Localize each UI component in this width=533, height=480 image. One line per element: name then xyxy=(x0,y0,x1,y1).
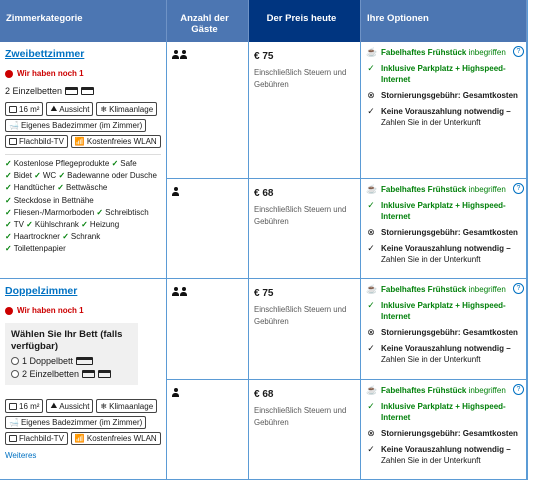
options-cell: ☕ Fabelhaftes Frühstück inbegriffen ✓ Inklusive Parkplatz + Highspeed-Internet ⊗ Stornierungsgebühr: Gesamtkosten ✓ Keine Vorauszahlung notwendig – Zahlen Sie in der Unterkunft ? xyxy=(361,279,527,380)
tax-note: Einschließlich Steuern und Gebühren xyxy=(254,406,347,427)
chip-view: ⛰ Aussicht xyxy=(46,399,93,413)
size-icon xyxy=(9,403,17,410)
cancel-icon: ⊗ xyxy=(367,227,375,237)
options-cell: ☕ Fabelhaftes Frühstück inbegriffen ✓ Inklusive Parkplatz + Highspeed-Internet ⊗ Stornierungsgebühr: Gesamtkosten ✓ Keine Vorauszahlung notwendig – Zahlen Sie in der Unterkunft ? xyxy=(361,179,527,279)
check-icon: ✓ xyxy=(367,444,375,454)
list-item: ✓ Kostenlose Pflegeprodukte ✓ Safe xyxy=(5,159,137,168)
more-link[interactable]: Weiteres xyxy=(5,451,37,460)
availability-badge: Wir haben noch 1 xyxy=(5,69,161,78)
check-icon: ✓ xyxy=(367,401,375,411)
chip-ac: ❄ Klimaanlage xyxy=(96,399,157,413)
check-icon: ✓ xyxy=(367,106,375,116)
alert-dot-icon xyxy=(5,307,13,315)
list-item: ✓ TV ✓ Kühlschrank ✓ Heizung xyxy=(5,220,120,230)
person-icon xyxy=(180,287,187,296)
person-icon xyxy=(172,50,179,59)
chip-wifi: 📶 Kostenfreies WLAN xyxy=(71,432,161,445)
guests-cell xyxy=(167,42,249,179)
chip-ac: ❄ Klimaanlage xyxy=(96,102,157,116)
coffee-icon: ☕ xyxy=(366,184,378,194)
check-icon: ✓ xyxy=(367,300,375,310)
info-icon[interactable]: ? xyxy=(513,384,524,395)
room-cell-twin xyxy=(0,42,167,279)
size-icon xyxy=(9,106,17,113)
snowflake-icon: ❄ xyxy=(100,104,108,114)
mountain-icon: ⛰ xyxy=(50,401,58,410)
chip-size: 16 m² xyxy=(5,399,43,413)
cancel-icon: ⊗ xyxy=(367,327,375,337)
list-item: ✓ Toilettenpapier xyxy=(5,244,66,254)
wifi-icon: 📶 xyxy=(74,137,85,146)
guests-cell xyxy=(167,279,249,380)
list-item: ✓ Fliesen-/Marmorboden ✓ Schreibtisch xyxy=(5,207,149,217)
check-icon: ✓ xyxy=(367,343,375,353)
wifi-icon: 📶 xyxy=(74,434,85,443)
guests-cell xyxy=(167,179,249,279)
person-icon xyxy=(172,287,179,296)
bed-info: 2 Einzelbetten xyxy=(5,86,161,96)
header-options: Ihre Optionen xyxy=(361,0,527,42)
person-icon xyxy=(172,187,179,196)
radio-icon xyxy=(11,370,19,378)
facility-chips xyxy=(5,102,161,148)
radio-twin-beds[interactable]: 2 Einzelbetten xyxy=(11,369,132,379)
options-cell: ☕ Fabelhaftes Frühstück inbegriffen ✓ Inklusive Parkplatz + Highspeed-Internet ⊗ Stornierungsgebühr: Gesamtkosten ✓ Keine Vorauszahlung notwendig – Zahlen Sie in der Unterkunft ? xyxy=(361,380,527,480)
price-cell xyxy=(249,42,361,179)
chip-size: 16 m² xyxy=(5,102,43,116)
guests-cell xyxy=(167,380,249,480)
radio-double-bed[interactable]: 1 Doppelbett xyxy=(11,356,132,366)
person-icon xyxy=(172,388,179,397)
check-icon: ✓ xyxy=(367,63,375,73)
radio-icon xyxy=(11,357,19,365)
bath-icon: 🛁 xyxy=(9,121,19,130)
coffee-icon: ☕ xyxy=(366,385,378,395)
bed-icon xyxy=(65,87,78,95)
chip-tv: Flachbild-TV xyxy=(5,135,68,148)
check-icon: ✓ xyxy=(367,243,375,253)
bed-choice-box xyxy=(5,323,138,385)
room-cell-double xyxy=(0,279,167,480)
check-icon: ✓ xyxy=(367,200,375,210)
header-category: Zimmerkategorie xyxy=(0,0,167,42)
price-cell xyxy=(249,279,361,380)
price-value: € 75 xyxy=(254,288,274,299)
price-value: € 75 xyxy=(254,51,274,62)
header-price: Der Preis heute xyxy=(249,0,361,42)
list-item: ✓ Bidet ✓ WC ✓ Badewanne oder Dusche xyxy=(5,171,157,181)
amenities-list xyxy=(5,158,161,256)
info-icon[interactable]: ? xyxy=(513,46,524,57)
list-item: ✓ Haartrockner ✓ Schrank xyxy=(5,232,101,242)
next-column-edge xyxy=(527,0,533,480)
tax-note: Einschließlich Steuern und Gebühren xyxy=(254,305,347,326)
tax-note: Einschließlich Steuern und Gebühren xyxy=(254,68,347,89)
availability-badge: Wir haben noch 1 xyxy=(5,306,161,315)
info-icon[interactable]: ? xyxy=(513,283,524,294)
cancel-icon: ⊗ xyxy=(367,90,375,100)
mountain-icon: ⛰ xyxy=(50,104,58,113)
bed-choice-title: Wählen Sie Ihr Bett (falls verfügbar) xyxy=(11,329,123,352)
chip-bath: 🛁 Eigenes Badezimmer (im Zimmer) xyxy=(5,416,146,429)
bed-icon xyxy=(76,357,93,365)
cancel-icon: ⊗ xyxy=(367,428,375,438)
chip-bath: 🛁 Eigenes Badezimmer (im Zimmer) xyxy=(5,119,146,132)
list-item: ✓ Steckdose in Bettnähe xyxy=(5,195,94,205)
bath-icon: 🛁 xyxy=(9,418,19,427)
snowflake-icon: ❄ xyxy=(100,401,108,411)
price-value: € 68 xyxy=(254,188,274,199)
info-icon[interactable]: ? xyxy=(513,183,524,194)
bed-icon xyxy=(98,370,111,378)
chip-view: ⛰ Aussicht xyxy=(46,102,93,116)
price-cell xyxy=(249,380,361,480)
bed-icon xyxy=(82,370,95,378)
coffee-icon: ☕ xyxy=(366,284,378,294)
facility-chips xyxy=(5,399,161,445)
options-cell: ☕ Fabelhaftes Frühstück inbegriffen ✓ Inklusive Parkplatz + Highspeed-Internet ⊗ Stornierungsgebühr: Gesamtkosten ✓ Keine Vorauszahlung notwendig – Zahlen Sie in der Unterkunft ? xyxy=(361,42,527,179)
bed-icon xyxy=(81,87,94,95)
room-title-twin[interactable]: Zweibettzimmer xyxy=(5,48,85,60)
tax-note: Einschließlich Steuern und Gebühren xyxy=(254,205,347,226)
tv-icon xyxy=(9,435,17,442)
price-value: € 68 xyxy=(254,389,274,400)
chip-wifi: 📶 Kostenfreies WLAN xyxy=(71,135,161,148)
room-title-double[interactable]: Doppelzimmer xyxy=(5,285,78,297)
person-icon xyxy=(180,50,187,59)
tv-icon xyxy=(9,138,17,145)
header-guests: Anzahl der Gäste xyxy=(167,0,249,42)
price-cell xyxy=(249,179,361,279)
list-item: ✓ Handtücher ✓ Bettwäsche xyxy=(5,183,108,193)
alert-dot-icon xyxy=(5,70,13,78)
chip-tv: Flachbild-TV xyxy=(5,432,68,445)
coffee-icon: ☕ xyxy=(366,47,378,57)
